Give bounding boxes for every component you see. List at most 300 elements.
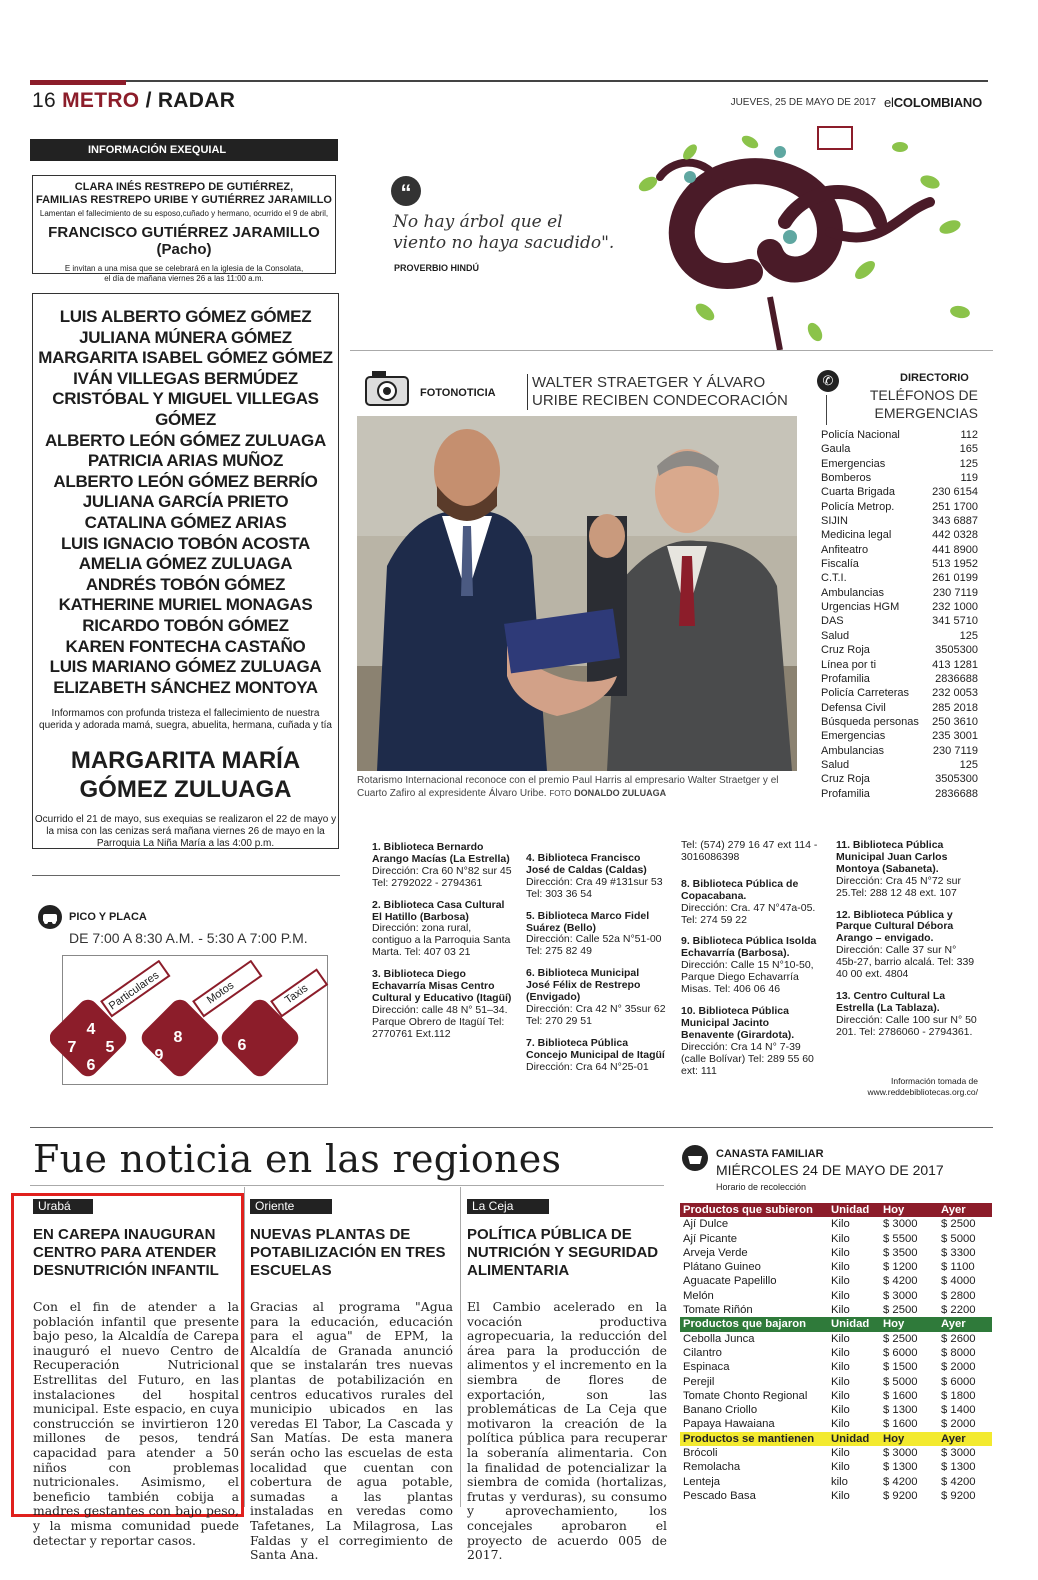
column-header: Unidad — [831, 1318, 870, 1331]
emergency-phone-list — [821, 428, 978, 801]
libraries-col-1 — [372, 842, 512, 1051]
phone-number: 3505300 — [935, 773, 978, 786]
unit: Kilo — [831, 1232, 850, 1245]
phone-label: Profamilia — [821, 672, 870, 685]
phone-number: 343 6887 — [932, 515, 978, 528]
article-headline: POLÍTICA PÚBLICA DE NUTRICIÓN Y SEGURIDAD ALIMENTARIA — [467, 1226, 659, 1279]
notice-text: E invitan a una misa que se celebrará en la iglesia de la Consolata, — [64, 264, 304, 273]
plate-digit: 6 — [86, 1057, 96, 1074]
price-row — [680, 1417, 992, 1431]
phone-entry — [821, 514, 978, 528]
price-today: $ 2500 — [883, 1304, 918, 1317]
article-body: Gracias al programa "Agua para la educación, educación para el agua" de EPM, la Alcaldía de Granada anunció que se instalarán tres nuevas plantas de potabilización en centros educativos rurales del municipio ubicados en las veredas El Tabor, La Cascada y San Matías. De esta manera serán ocho las escuelas de esta localidad que cuentan con cobertura de agua potable, sumadas a las plantas instaladas en veredas como Tafetanes, La Milagrosa, Las Faldas y el corregimiento de Santa Ana. — [250, 1299, 453, 1563]
article-body: El Cambio acelerado en la vocación productiva agropecuaria, la reducción del área para la producción de alimentos y el incremento en la siembra de flores de exportación, son las problemáticas de La Ceja que motivaron la creación de la política pública para recuperar la soberanía alimentaria. Con la finalidad de potencializar la siembra de comida (hortalizas, frutas y verduras), su consumo y aprovechamiento, los concejales aprobaron el proyecto de acuerdo 005 de 2017. — [467, 1299, 667, 1563]
product-name: Aguacate Papelillo — [683, 1275, 777, 1288]
notice-text: Informamos con profunda tristeza el fallecimiento de nuestra querida y adorada mamá, suegra, abuelita, hermana, cuñada y tía — [39, 708, 332, 732]
library-detail: Dirección: zona rural, contiguo a la Parroquia Santa Marta. Tel: 407 03 21 — [372, 922, 511, 959]
phone-label: Emergencias — [821, 730, 886, 743]
price-today: $ 1200 — [883, 1261, 918, 1274]
phone-entry — [821, 471, 978, 485]
library-detail: Dirección: Cra 64 N°25-01 — [526, 1060, 649, 1073]
column-header: Unidad — [831, 1432, 870, 1445]
mourner-name: ANDRÉS TOBÓN GÓMEZ — [85, 574, 286, 594]
phone-label: Profamilia — [821, 787, 870, 800]
library-name: 6. Biblioteca Municipal José Félix de Restrepo (Envigado) — [526, 967, 641, 1004]
price-yesterday: $ 3300 — [941, 1246, 976, 1259]
unit: Kilo — [831, 1304, 850, 1317]
library-detail: Dirección: Cra 45 N°72 sur 25.Tel: 288 12 48 ext. 107 — [836, 874, 961, 899]
price-today: $ 1300 — [883, 1461, 918, 1474]
deceased-name: FRANCISCO GUTIÉRREZ JARAMILLO (Pacho) — [48, 224, 320, 258]
library-entry — [836, 991, 978, 1039]
price-yesterday: $ 8000 — [941, 1346, 976, 1359]
unit: Kilo — [831, 1246, 850, 1259]
pico-keys — [50, 960, 340, 1090]
price-today: $ 1600 — [883, 1418, 918, 1431]
exequial-header: INFORMACIÓN EXEQUIAL — [30, 139, 338, 161]
phone-number: 232 1000 — [932, 601, 978, 614]
price-row — [680, 1360, 992, 1374]
divider — [30, 1185, 664, 1186]
price-yesterday: $ 6000 — [941, 1375, 976, 1388]
library-detail: Dirección: Calle 15 N°10-50, Parque Diego Echavarría Misas. Tel: 406 06 46 — [681, 959, 814, 996]
phone-label: Cruz Roja — [821, 644, 870, 657]
mourner-name: JULIANA GARCÍA PRIETO — [82, 492, 289, 512]
library-entry — [526, 853, 666, 901]
price-row — [680, 1303, 992, 1317]
mourner-name: JULIANA MÚNERA GÓMEZ — [79, 327, 292, 347]
product-name: Espinaca — [683, 1361, 730, 1374]
price-row — [680, 1232, 992, 1246]
price-yesterday: $ 2800 — [941, 1289, 976, 1302]
pico-hours: DE 7:00 A 8:30 A.M. - 5:30 A 7:00 P.M. — [69, 930, 308, 946]
library-detail: Dirección: Cra 60 N°82 sur 45 Tel: 2792022 - 2794361 — [372, 864, 512, 889]
unit: Kilo — [831, 1332, 850, 1345]
divider — [350, 350, 993, 351]
canasta-header: CANASTA FAMILIAR — [716, 1148, 824, 1160]
phone-entry — [821, 629, 978, 643]
phone-number: 119 — [960, 472, 978, 485]
divider — [30, 1127, 993, 1128]
price-group-header — [680, 1317, 992, 1331]
library-name: 4. Biblioteca Francisco José de Caldas (Caldas) — [526, 852, 647, 876]
phone-label: Defensa Civil — [821, 701, 886, 714]
phone-label: Ambulancias — [821, 586, 884, 599]
libraries-col-4 — [836, 840, 978, 1049]
phone-entry — [821, 758, 978, 772]
phone-label: Salud — [821, 758, 850, 771]
phone-number: 413 1281 — [932, 658, 978, 671]
directorio-header: DIRECTORIO — [900, 372, 969, 384]
phone-entry — [821, 500, 978, 514]
fotonoticia-label: FOTONOTICIA — [420, 387, 496, 399]
phone-entry — [821, 543, 978, 557]
top-accent — [30, 80, 126, 85]
canasta-date: MIÉRCOLES 24 DE MAYO DE 2017 — [716, 1162, 944, 1178]
phone-number: 3505300 — [935, 644, 978, 657]
price-today: $ 1600 — [883, 1389, 918, 1402]
phone-label: Cuarta Brigada — [821, 486, 895, 499]
library-entry — [526, 968, 666, 1028]
price-yesterday: $ 4200 — [941, 1475, 976, 1488]
library-entry — [836, 840, 978, 900]
divider — [244, 1187, 245, 1507]
phone-entry — [821, 586, 978, 600]
unit: Kilo — [831, 1447, 850, 1460]
mourner-name: LUIS IGNACIO TOBÓN ACOSTA — [60, 533, 311, 553]
price-row — [680, 1289, 992, 1303]
unit: Kilo — [831, 1418, 850, 1431]
phone-entry — [821, 428, 978, 442]
mourner-name: RICARDO TOBÓN GÓMEZ — [82, 615, 289, 635]
column-header: Hoy — [883, 1318, 905, 1331]
mourner-name: CATALINA GÓMEZ ARIAS — [84, 512, 287, 532]
library-entry — [372, 842, 512, 890]
phone-label: Emergencias — [821, 457, 886, 470]
column-header: Ayer — [941, 1318, 966, 1331]
phone-number: 250 3610 — [932, 715, 978, 728]
column-header: Unidad — [831, 1204, 870, 1216]
product-name: Cilantro — [683, 1346, 722, 1359]
library-entry — [372, 900, 512, 960]
library-entry — [681, 1006, 821, 1077]
price-today: $ 3000 — [883, 1447, 918, 1460]
phone-number: 285 2018 — [932, 701, 978, 714]
library-name: 1. Biblioteca Bernardo Arango Macías (La Estrella) — [372, 841, 510, 865]
article-la-ceja — [467, 1199, 667, 1563]
mourner-name: PATRICIA ARIAS MUÑOZ — [87, 451, 284, 471]
phone-label: Anfiteatro — [821, 543, 869, 556]
phone-entry — [821, 557, 978, 571]
mourner-name: MARGARITA ISABEL GÓMEZ GÓMEZ — [38, 348, 333, 368]
deceased-name: MARGARITA MARÍA — [70, 747, 301, 775]
price-yesterday: $ 9200 — [941, 1489, 976, 1502]
library-entry — [526, 1038, 666, 1074]
mourner-name: KAREN FONTECHA CASTAÑO — [65, 636, 306, 656]
unit: Kilo — [831, 1275, 850, 1288]
library-detail: Dirección: Cra. 47 N°47a-05. Tel: 274 59 22 — [681, 901, 816, 926]
group-title: Productos que bajaron — [683, 1318, 807, 1331]
price-yesterday: $ 4000 — [941, 1275, 976, 1288]
price-yesterday: $ 2600 — [941, 1332, 976, 1345]
phone-label: Policía Nacional — [821, 429, 900, 441]
price-group-header — [680, 1203, 992, 1217]
plate-digit: 6 — [237, 1037, 247, 1054]
region-tag: Oriente — [250, 1199, 332, 1214]
unit: Kilo — [831, 1375, 850, 1388]
phone-label: Policía Metrop. — [821, 500, 895, 513]
phone-label: Policía Carreteras — [821, 687, 910, 700]
phone-number: 125 — [959, 629, 978, 642]
unit: Kilo — [831, 1261, 850, 1274]
phone-number: 442 0328 — [932, 529, 978, 542]
divider — [460, 1187, 461, 1507]
library-name: 9. Biblioteca Pública Isolda Echavarría (Barbosa). — [681, 935, 817, 960]
fotonoticia-title: WALTER STRAETGER Y ÁLVARO URIBE RECIBEN CONDECORACIÓN — [527, 374, 788, 410]
mourner-name: IVÁN VILLEGAS BERMÚDEZ — [73, 368, 298, 388]
plate-digit: 5 — [105, 1039, 115, 1056]
phone-entry — [821, 571, 978, 585]
price-today: $ 4200 — [883, 1275, 918, 1288]
mourner-name: ELIZABETH SÁNCHEZ MONTOYA — [53, 677, 318, 697]
library-name: 13. Centro Cultural La Estrella (La Tablaza). — [836, 989, 946, 1014]
library-detail: Dirección: Cra 42 N° 35sur 62 Tel: 270 29 51 — [526, 1002, 666, 1027]
phone-label: SIJIN — [821, 515, 848, 528]
price-row — [680, 1332, 992, 1346]
price-table — [680, 1203, 992, 1503]
phone-number: 230 7119 — [932, 586, 978, 599]
price-row — [680, 1460, 992, 1474]
phone-entry — [821, 643, 978, 657]
library-name: 2. Biblioteca Casa Cultural El Hatillo (Barbosa) — [372, 898, 505, 923]
region-tag: La Ceja — [467, 1199, 549, 1214]
library-name: 11. Biblioteca Pública Municipal Juan Carlos Montoya (Sabaneta). — [836, 839, 948, 875]
product-name: Perejil — [683, 1375, 715, 1388]
product-name: Ají Dulce — [683, 1218, 729, 1231]
price-yesterday: $ 3000 — [941, 1447, 976, 1460]
article-headline: EN CAREPA INAUGURAN CENTRO PARA ATENDER DESNUTRICIÓN INFANTIL — [33, 1226, 219, 1279]
article-uraba — [33, 1199, 239, 1548]
article-headline: NUEVAS PLANTAS DE POTABILIZACIÓN EN TRES ESCUELAS — [250, 1226, 446, 1279]
phone-entry — [821, 772, 978, 786]
unit: Kilo — [831, 1404, 850, 1417]
tree-illustration — [630, 122, 980, 350]
phone-number: 112 — [960, 429, 978, 441]
library-name: 10. Biblioteca Pública Municipal Jacinto Benavente (Girardota). — [681, 1004, 795, 1041]
notice-text: el día de mañana viernes 26 a las 11:00 a.m. — [104, 274, 264, 283]
product-name: Lenteja — [683, 1475, 721, 1488]
phone-number: 2836688 — [935, 672, 978, 685]
phone-number: 230 7119 — [932, 744, 978, 757]
price-yesterday: $ 1300 — [941, 1461, 976, 1474]
column-header: Hoy — [883, 1204, 905, 1216]
phone-entry — [821, 715, 978, 729]
price-row — [680, 1446, 992, 1460]
obituary-notice-2 — [32, 293, 339, 849]
product-name: Arveja Verde — [683, 1246, 748, 1259]
library-detail: Tel: (574) 279 16 47 ext 114 - 3016086398 — [681, 839, 818, 863]
phone-number: 441 8900 — [932, 543, 978, 556]
regions-title: Fue noticia en las regiones — [33, 1137, 562, 1181]
news-photo — [357, 416, 797, 771]
phone-entry — [821, 744, 978, 758]
product-name: Cebolla Junca — [683, 1332, 755, 1345]
price-today: $ 3000 — [883, 1218, 918, 1231]
libraries-col-3 — [681, 840, 821, 1087]
library-entry — [372, 969, 512, 1040]
library-name: 12. Biblioteca Pública y Parque Cultural Débora Arango – envigado. — [836, 908, 954, 945]
notice-line: FAMILIAS RESTREPO URIBE Y GUTIÉRREZ JARAMILLO — [35, 194, 332, 206]
unit: Kilo — [831, 1289, 850, 1302]
divider — [826, 395, 827, 425]
phone-number: 513 1952 — [932, 558, 978, 571]
phone-entry — [821, 701, 978, 715]
phone-number: 125 — [959, 457, 978, 470]
phone-number: 232 0053 — [932, 687, 978, 700]
phone-number: 165 — [959, 443, 978, 456]
column-header: Ayer — [941, 1432, 966, 1445]
libraries-col-2 — [526, 853, 666, 1084]
library-detail: Dirección: Calle 37 sur N° 45b-27, barrio alcalá. Tel: 339 40 00 ext. 4804 — [836, 944, 975, 981]
mourner-name: CRISTÓBAL Y MIGUEL VILLEGAS GÓMEZ — [52, 389, 319, 429]
price-yesterday: $ 5000 — [941, 1232, 976, 1245]
price-group-header — [680, 1432, 992, 1446]
price-row — [680, 1403, 992, 1417]
phone-number: 235 3001 — [932, 730, 978, 743]
page-date: JUEVES, 25 DE MAYO DE 2017 — [730, 97, 876, 108]
phone-label: Ambulancias — [821, 744, 884, 757]
deceased-name: GÓMEZ ZULUAGA — [79, 776, 292, 804]
phone-number: 125 — [959, 758, 978, 771]
price-row — [680, 1217, 992, 1231]
library-name: 3. Biblioteca Diego Echavarría Misas Centro Cultural y Educativo (Itagüí) — [372, 968, 512, 1004]
phone-label: C.T.I. — [821, 572, 847, 585]
divider — [32, 875, 340, 876]
phone-icon: ✆ — [817, 370, 839, 392]
product-name: Remolacha — [683, 1461, 741, 1474]
notice-text: Lamentan el fallecimiento de su esposo,cuñado y hermano, ocurrido el 9 de abril, — [39, 209, 329, 218]
phone-label: Búsqueda personas — [821, 715, 919, 728]
price-yesterday: $ 2000 — [941, 1418, 976, 1431]
phone-label: Cruz Roja — [821, 773, 870, 786]
newspaper-logo: elCOLOMBIANO — [884, 95, 982, 110]
price-today: $ 3000 — [883, 1289, 918, 1302]
notice-line: CLARA INÉS RESTREPO DE GUTIÉRREZ, — [74, 181, 294, 193]
phone-entry — [821, 485, 978, 499]
product-name: Tomate Riñón — [683, 1304, 753, 1317]
phone-label: Bomberos — [821, 472, 872, 485]
product-name: Brócoli — [683, 1447, 718, 1460]
mourners-list — [33, 307, 338, 698]
price-row — [680, 1274, 992, 1288]
plate-digit: 9 — [154, 1047, 164, 1064]
library-entry — [526, 911, 666, 959]
product-name: Pescado Basa — [683, 1489, 756, 1502]
library-detail: Dirección: Calle 52a N°51-00 Tel: 275 82 49 — [526, 933, 662, 958]
canasta-subtitle: Horario de recolección — [716, 1182, 807, 1192]
product-name: Plátano Guineo — [683, 1261, 761, 1274]
unit: Kilo — [831, 1361, 850, 1374]
price-row — [680, 1389, 992, 1403]
price-row — [680, 1475, 992, 1489]
unit: Kilo — [831, 1389, 850, 1402]
key-label-particulares: Particulares — [106, 969, 162, 1013]
column-header: Ayer — [941, 1204, 966, 1216]
obituary-notice-1 — [32, 175, 336, 283]
phone-entry — [821, 614, 978, 628]
library-entry — [681, 879, 821, 927]
unit: Kilo — [831, 1489, 850, 1502]
price-today: $ 1500 — [883, 1361, 918, 1374]
column-header: Hoy — [883, 1432, 905, 1445]
price-today: $ 5000 — [883, 1375, 918, 1388]
quote-source: PROVERBIO HINDÚ — [394, 263, 480, 273]
phone-entry — [821, 528, 978, 542]
mourner-name: ALBERTO LEÓN GÓMEZ ZULUAGA — [45, 430, 326, 450]
phone-number: 2836688 — [935, 787, 978, 800]
product-name: Ají Picante — [683, 1232, 738, 1245]
unit: Kilo — [831, 1346, 850, 1359]
price-row — [680, 1246, 992, 1260]
price-row — [680, 1489, 992, 1503]
unit: kilo — [831, 1475, 848, 1488]
plate-digit: 7 — [67, 1039, 77, 1056]
phone-label: Salud — [821, 629, 850, 642]
price-row — [680, 1346, 992, 1360]
phone-label: Medicina legal — [821, 529, 892, 542]
unit: Kilo — [831, 1461, 850, 1474]
plate-digit: 8 — [173, 1029, 183, 1046]
library-entry — [681, 936, 821, 996]
price-yesterday: $ 2000 — [941, 1361, 976, 1374]
phone-entry — [821, 442, 978, 456]
quote-icon: “ — [391, 176, 421, 206]
quote-text: No hay árbol que el viento no haya sacudido". — [393, 212, 615, 253]
price-today: $ 9200 — [883, 1489, 918, 1502]
phone-label: Fiscalía — [821, 558, 859, 571]
car-icon — [38, 905, 62, 929]
mourner-name: ALBERTO LEÓN GÓMEZ BERRÍO — [53, 471, 318, 491]
camera-icon — [364, 367, 410, 409]
price-row — [680, 1260, 992, 1274]
phone-entry — [821, 457, 978, 471]
phone-number: 251 1700 — [932, 500, 978, 513]
basket-icon — [682, 1145, 708, 1171]
key-label-taxis: Taxis — [282, 982, 311, 1007]
key-label-motos: Motos — [204, 979, 237, 1007]
product-name: Tomate Chonto Regional — [683, 1389, 808, 1402]
library-detail: Dirección: Calle 100 sur N° 50 201. Tel: 2786060 - 2794361. — [836, 1013, 977, 1038]
directorio-subtitle: TELÉFONOS DE EMERGENCIAS — [869, 387, 978, 421]
mourner-name: LUIS ALBERTO GÓMEZ GÓMEZ — [59, 307, 312, 326]
product-name: Melón — [683, 1289, 714, 1302]
libraries-source: Información tomada de www.reddebibliotecas.org.co/ — [867, 1076, 978, 1097]
unit: Kilo — [831, 1218, 850, 1231]
price-yesterday: $ 1800 — [941, 1389, 976, 1402]
library-detail: Dirección: calle 48 N° 51–34. Parque Obrero de Itagüí Tel: 2770761 Ext.112 — [372, 1003, 508, 1040]
library-entry — [836, 910, 978, 981]
photo-caption: Rotarismo Internacional reconoce con el premio Paul Harris al empresario Walter Straetger y el Cuarto Zafiro al expresidente Álvaro Uribe. FOTO DONALDO ZULUAGA — [357, 775, 779, 799]
price-today: $ 3500 — [883, 1246, 918, 1259]
library-name: 8. Biblioteca Pública de Copacabana. — [681, 877, 799, 902]
price-row — [680, 1375, 992, 1389]
phone-number: 261 0199 — [932, 572, 978, 585]
price-yesterday: $ 1100 — [941, 1261, 975, 1274]
article-body: Con el fin de atender a la población infantil que presente bajo peso, la Alcaldía de Carepa inauguró el nuevo Centro de Recuperación Nutricional Estrellitas del Futuro, en las instalaciones del hospital municipal. Este espacio, en cuya construcción se invirtieron 120 millones de pesos, tendrá capacidad para atender a 50 niños con problemas nutricionales. Asimismo, el beneficio también cobija a madres gestantes con bajo peso, y la misma comunidad puede detectar y reportar casos. — [33, 1299, 239, 1548]
phone-entry — [821, 787, 978, 801]
price-yesterday: $ 1400 — [941, 1404, 976, 1417]
group-title: Productos que subieron — [683, 1204, 813, 1216]
phone-entry — [821, 600, 978, 614]
phone-number: 341 5710 — [932, 615, 978, 628]
mourner-name: LUIS MARIANO GÓMEZ ZULUAGA — [49, 657, 322, 677]
notice-text: Ocurrido el 21 de mayo, sus exequias se realizaron el 22 de mayo y la misa con las cenizas será mañana viernes 26 de mayo en la Parroquia La Niña María a las 4:00 p.m. — [34, 814, 337, 850]
mourner-name: AMELIA GÓMEZ ZULUAGA — [78, 554, 293, 574]
phone-number: 230 6154 — [932, 486, 978, 499]
mourner-name: KATHERINE MURIEL MONAGAS — [58, 595, 313, 615]
price-today: $ 6000 — [883, 1346, 918, 1359]
pico-title: PICO Y PLACA — [69, 911, 147, 923]
price-today: $ 1300 — [883, 1404, 918, 1417]
library-name: 7. Biblioteca Pública Concejo Municipal de Itagüí — [526, 1036, 665, 1061]
product-name: Banano Criollo — [683, 1404, 758, 1417]
phone-label: Línea por ti — [821, 658, 877, 671]
price-today: $ 2500 — [883, 1332, 918, 1345]
article-oriente — [250, 1199, 453, 1563]
price-today: $ 5500 — [883, 1232, 918, 1245]
top-rule — [30, 80, 988, 82]
group-title: Productos se mantienen — [683, 1432, 815, 1445]
